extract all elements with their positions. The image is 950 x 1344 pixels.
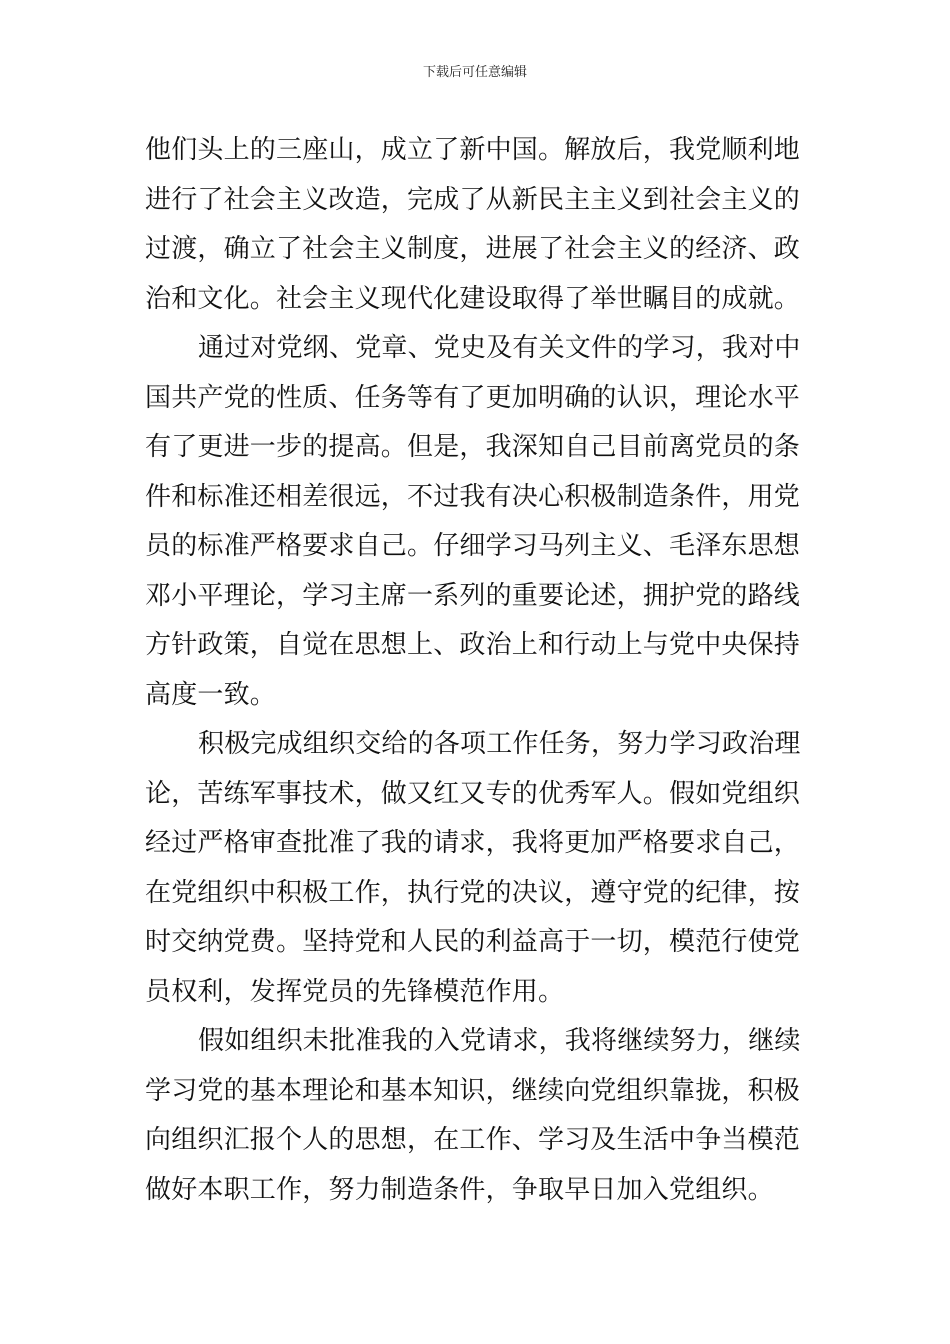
paragraph-line: 学习党的基本理论和基本知识，继续向党组织靠拢，积极 (145, 1075, 801, 1106)
paragraph-line: 论，苦练军事技术，做又红又专的优秀军人。假如党组织 (145, 778, 801, 809)
paragraph-line: 件和标准还相差很远，不过我有决心积极制造条件，用党 (145, 481, 801, 512)
paragraph-line: 治和文化。社会主义现代化建设取得了举世瞩目的成就。 (145, 283, 801, 314)
paragraph-line: 做好本职工作，努力制造条件，争取早日加入党组织。 (145, 1174, 774, 1205)
paragraph-line: 方针政策，自觉在思想上、政治上和行动上与党中央保持 (145, 630, 801, 660)
paragraph-line: 通过对党纲、党章、党史及有关文件的学习，我对中 (198, 333, 801, 363)
paragraph-line: 高度一致。 (145, 679, 277, 710)
paragraph-line: 邓小平理论，学习主席一系列的重要论述，拥护党的路线 (145, 580, 801, 611)
page-header: 下载后可任意编辑 (422, 65, 527, 80)
paragraph-line: 向组织汇报个人的思想，在工作、学习及生活中争当模范 (145, 1125, 801, 1155)
paragraph-line: 员权利，发挥党员的先锋模范作用。 (145, 976, 565, 1007)
paragraph-line: 经过严格审查批准了我的请求，我将更加严格要求自己， (145, 828, 801, 858)
paragraph-line: 有了更进一步的提高。但是，我深知自己目前离党员的条 (145, 432, 801, 462)
document-body (145, 126, 810, 1215)
paragraph-line: 过渡，确立了社会主义制度，进展了社会主义的经济、政 (145, 234, 801, 264)
paragraph (145, 324, 810, 720)
paragraph (145, 1017, 810, 1215)
paragraph-line: 在党组织中积极工作，执行党的决议，遵守党的纪律，按 (145, 877, 801, 908)
paragraph-line: 积极完成组织交给的各项工作任务，努力学习政治理 (198, 729, 801, 759)
paragraph-line: 员的标准严格要求自己。仔细学习马列主义、毛泽东思想 (145, 531, 801, 561)
paragraph-line: 他们头上的三座山，成立了新中国。解放后，我党顺利地 (145, 135, 801, 165)
paragraph (145, 126, 810, 324)
paragraph-line: 时交纳党费。坚持党和人民的利益高于一切，模范行使党 (145, 927, 801, 957)
paragraph-line: 国共产党的性质、任务等有了更加明确的认识，理论水平 (145, 382, 801, 413)
paragraph-line: 进行了社会主义改造，完成了从新民主主义到社会主义的 (145, 184, 801, 215)
paragraph-line: 假如组织未批准我的入党请求，我将继续努力，继续 (198, 1026, 801, 1056)
paragraph (145, 720, 810, 1017)
